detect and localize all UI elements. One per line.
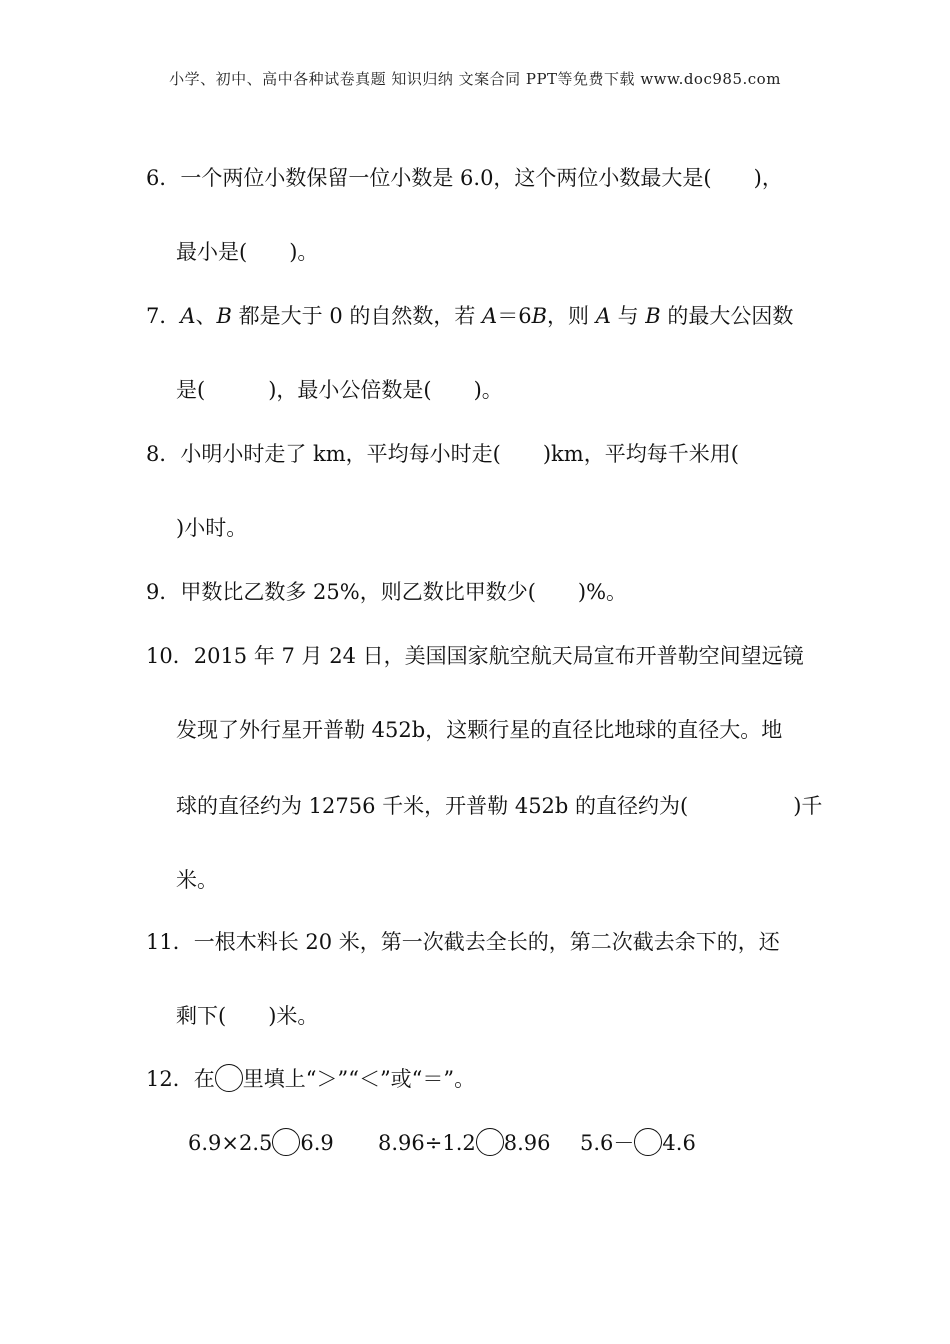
q10-line3: 球的直径约为 12756 千米，开普勒 452b 的直径约为( )千 bbox=[176, 794, 823, 818]
q12-item-1 bbox=[188, 1128, 334, 1157]
expr-right: 6.9 bbox=[300, 1131, 334, 1155]
q11-line1: 11．一根木料长 20 米，第一次截去全长的，第二次截去余下的，还 bbox=[146, 930, 780, 954]
expr-left: 8.96÷1.2 bbox=[378, 1131, 476, 1155]
var-b: B bbox=[216, 304, 232, 328]
q7-text: 、 bbox=[195, 304, 217, 328]
q12-line1 bbox=[146, 1064, 475, 1093]
q6-line1: 6．一个两位小数保留一位小数是 6.0，这个两位小数最大是( )， bbox=[146, 166, 783, 190]
q8-line1: 8．小明小时走了 km，平均每小时走( )km，平均每千米用( bbox=[146, 442, 739, 466]
answer-circle[interactable] bbox=[272, 1128, 300, 1156]
q7-text: ＝6 bbox=[497, 304, 532, 328]
q7-text: ，则 bbox=[547, 304, 596, 328]
expr-right: 4.6 bbox=[662, 1131, 696, 1155]
q7-line2: 是( )，最小公倍数是( )。 bbox=[176, 378, 503, 402]
var-a: A bbox=[595, 304, 611, 328]
q10-line4: 米。 bbox=[176, 868, 218, 892]
answer-circle[interactable] bbox=[476, 1128, 504, 1156]
page-header: 小学、初中、高中各种试卷真题 知识归纳 文案合同 PPT等免费下载 www.doc985.com bbox=[169, 70, 781, 88]
q10-line1: 10．2015 年 7 月 24 日，美国国家航空航天局宣布开普勒空间望远镜 bbox=[146, 644, 804, 668]
var-b: B bbox=[645, 304, 661, 328]
var-b: B bbox=[531, 304, 548, 328]
expr-left: 6.9×2.5 bbox=[188, 1131, 273, 1155]
q11-line2: 剩下( )米。 bbox=[176, 1004, 319, 1028]
q12-suffix: 里填上“＞”“＜”或“＝”。 bbox=[242, 1067, 476, 1091]
q9-line1: 9．甲数比乙数多 25%，则乙数比甲数少( )%。 bbox=[146, 580, 628, 604]
q7-text: 与 bbox=[610, 304, 646, 328]
q7-text: 的最大公因数 bbox=[660, 304, 794, 328]
var-a: A bbox=[180, 304, 196, 328]
q7-number: 7． bbox=[146, 304, 181, 328]
q12-item-3 bbox=[580, 1128, 696, 1157]
q7-text: 都是大于 0 的自然数，若 bbox=[231, 304, 483, 328]
q12-prefix: 12．在 bbox=[146, 1067, 215, 1091]
q8-line2: )小时。 bbox=[176, 516, 248, 540]
expr-right: 8.96 bbox=[503, 1131, 551, 1155]
q7-line1 bbox=[146, 302, 793, 330]
answer-circle[interactable] bbox=[634, 1128, 662, 1156]
answer-circle-icon bbox=[215, 1064, 243, 1092]
q6-line2: 最小是( )。 bbox=[176, 240, 319, 264]
expr-left: 5.6－ bbox=[580, 1131, 635, 1155]
q12-item-2 bbox=[378, 1128, 551, 1157]
var-a: A bbox=[482, 304, 498, 328]
q10-line2: 发现了外行星开普勒 452b，这颗行星的直径比地球的直径大。地 bbox=[176, 718, 783, 742]
